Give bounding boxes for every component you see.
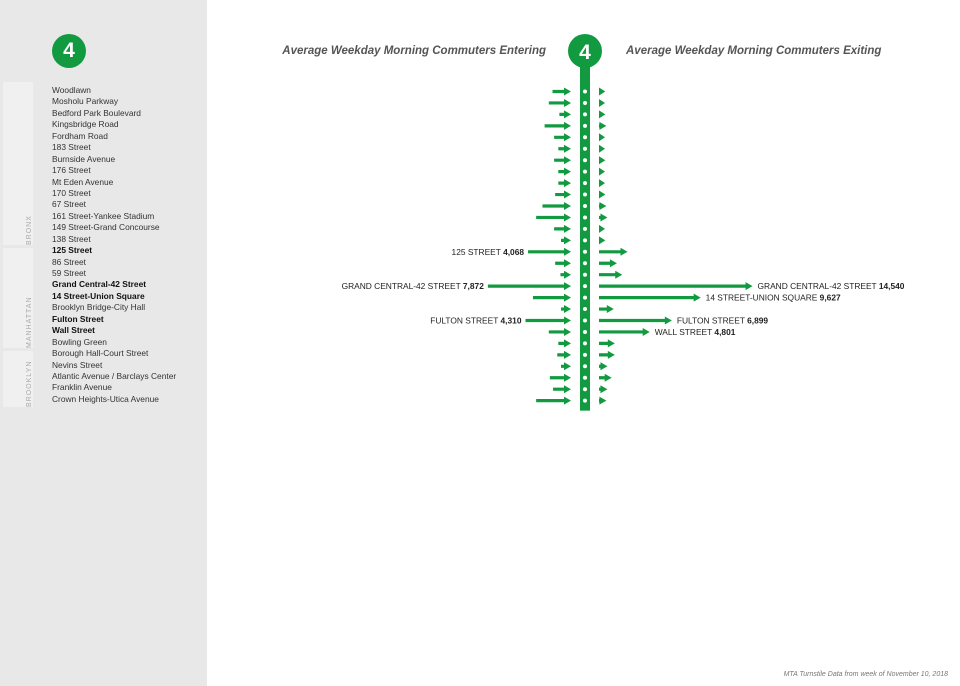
station-dot — [583, 364, 587, 368]
station-name: Fordham Road — [52, 130, 108, 141]
exiting-arrow — [599, 225, 605, 233]
entering-arrow — [558, 339, 571, 347]
exiting-arrow — [599, 339, 615, 347]
data-label: FULTON STREET 4,310 — [430, 315, 522, 326]
station-name: Mosholu Parkway — [52, 96, 119, 107]
station-name: 59 Street — [52, 268, 86, 278]
station-dot — [583, 399, 587, 403]
station-name: Wall Street — [52, 325, 95, 336]
station-dot — [583, 341, 587, 345]
station-name: 170 Street — [52, 187, 91, 198]
entering-arrow — [528, 248, 571, 256]
entering-arrow — [542, 202, 571, 210]
exiting-arrow — [599, 168, 605, 176]
station-name: Grand Central-42 Street — [52, 279, 147, 290]
exiting-arrow — [599, 271, 622, 279]
entering-arrow — [561, 305, 571, 313]
station-name: Kingsbridge Road — [52, 119, 119, 130]
entering-arrow — [559, 110, 571, 118]
entering-arrow — [549, 99, 571, 107]
exiting-arrow — [599, 248, 628, 256]
station-name: Bedford Park Boulevard — [52, 107, 141, 118]
exiting-arrow — [599, 351, 615, 359]
station-dot — [583, 215, 587, 219]
entering-arrow — [554, 133, 571, 141]
exiting-arrow — [599, 294, 701, 302]
line-4-top-badge-label: 4 — [579, 41, 591, 64]
exiting-arrow — [599, 374, 612, 382]
exiting-arrow — [599, 179, 605, 187]
station-name: Nevins Street — [52, 359, 103, 370]
exiting-arrow — [599, 282, 753, 290]
heading-entering: Average Weekday Morning Commuters Entering — [282, 45, 546, 57]
entering-arrow — [558, 179, 571, 187]
station-name: Borough Hall-Court Street — [52, 348, 149, 359]
entering-arrow — [533, 294, 571, 302]
entering-arrow — [557, 351, 571, 359]
station-dot — [583, 101, 587, 105]
station-dot — [583, 273, 587, 277]
exiting-arrow — [599, 133, 605, 141]
station-dot — [583, 296, 587, 300]
station-name: Brooklyn Bridge-City Hall — [52, 302, 146, 313]
station-dot — [583, 387, 587, 391]
station-name: Fulton Street — [52, 313, 104, 324]
exiting-arrow — [599, 317, 672, 325]
data-label: WALL STREET 4,801 — [654, 326, 736, 337]
exiting-arrow — [599, 328, 650, 336]
borough-label-manhattan: MANHATTAN — [26, 296, 33, 348]
station-name: Mt Eden Avenue — [52, 176, 114, 187]
station-dot — [583, 147, 587, 151]
entering-arrow — [536, 397, 571, 405]
station-name: Crown Heights-Utica Avenue — [52, 393, 159, 404]
station-name: Franklin Avenue — [52, 382, 112, 393]
exiting-arrow — [599, 99, 605, 107]
data-label: FULTON STREET 6,899 — [676, 315, 769, 326]
exiting-arrow — [599, 191, 605, 199]
station-dot — [583, 90, 587, 94]
exiting-arrow — [599, 259, 617, 267]
entering-arrow — [561, 362, 571, 370]
entering-arrow — [555, 191, 571, 199]
line-4-trunk — [580, 66, 590, 411]
station-dot — [583, 227, 587, 231]
entering-arrow — [545, 122, 571, 130]
data-label: GRAND CENTRAL-42 STREET 14,540 — [757, 281, 905, 292]
station-dot — [583, 319, 587, 323]
borough-label-bronx: BRONX — [26, 215, 33, 245]
exiting-arrow — [599, 397, 606, 405]
exiting-arrow — [599, 110, 605, 118]
data-label: 125 STREET 4,068 — [451, 246, 525, 257]
entering-arrow — [553, 385, 571, 393]
exiting-arrow — [599, 122, 606, 130]
entering-arrow — [488, 282, 571, 290]
station-dot — [583, 181, 587, 185]
station-dot — [583, 353, 587, 357]
entering-arrow — [525, 317, 571, 325]
entering-arrow — [550, 374, 571, 382]
entering-arrow — [558, 168, 571, 176]
exiting-arrow — [599, 88, 605, 96]
exiting-arrow — [599, 236, 605, 244]
line-4-badge: 4 — [52, 34, 86, 68]
station-dot — [583, 284, 587, 288]
station-name: 14 Street-Union Square — [52, 290, 145, 301]
entering-arrow — [549, 328, 571, 336]
station-dot — [583, 250, 587, 254]
exiting-arrow — [599, 202, 606, 210]
entering-arrow — [561, 236, 571, 244]
station-name: Atlantic Avenue / Barclays Center — [52, 370, 177, 381]
entering-arrow — [536, 213, 571, 221]
entering-arrow — [555, 259, 571, 267]
entering-arrow — [553, 88, 571, 96]
station-dot — [583, 124, 587, 128]
station-dot — [583, 261, 587, 265]
station-name: 161 Street-Yankee Stadium — [52, 210, 155, 221]
station-dot — [583, 307, 587, 311]
station-dot — [583, 170, 587, 174]
entering-arrow — [558, 145, 571, 153]
data-label: 14 STREET-UNION SQUARE 9,627 — [705, 292, 841, 303]
station-dot — [583, 376, 587, 380]
station-dot — [583, 330, 587, 334]
station-dot — [583, 112, 587, 116]
heading-exiting: Average Weekday Morning Commuters Exiting — [626, 45, 882, 57]
station-name: 86 Street — [52, 256, 86, 267]
exiting-arrow — [599, 385, 607, 393]
entering-arrow — [554, 225, 571, 233]
station-name: 67 Street — [52, 199, 86, 210]
station-dot — [583, 204, 587, 208]
station-name: 125 Street — [52, 245, 93, 256]
entering-arrow — [560, 271, 571, 279]
station-name: 149 Street-Grand Concourse — [52, 222, 160, 233]
station-name: Burnside Avenue — [52, 153, 116, 164]
exiting-arrow — [599, 305, 614, 313]
exiting-arrow — [599, 362, 607, 370]
station-name: 176 Street — [52, 165, 91, 176]
exiting-arrow — [599, 213, 607, 221]
station-dot — [583, 193, 587, 197]
station-dot — [583, 135, 587, 139]
entering-arrow — [554, 156, 571, 164]
station-name: Bowling Green — [52, 336, 107, 347]
station-dot — [583, 238, 587, 242]
borough-label-brooklyn: BROOKLYN — [26, 360, 33, 407]
station-name: 183 Street — [52, 142, 91, 153]
exiting-arrow — [599, 156, 605, 164]
data-label: GRAND CENTRAL-42 STREET 7,872 — [341, 281, 484, 292]
station-dot — [583, 158, 587, 162]
source-footnote: MTA Turnstile Data from week of November 10, 2018 — [783, 671, 948, 678]
station-name: Woodlawn — [52, 85, 91, 95]
exiting-arrow — [599, 145, 605, 153]
station-name: 138 Street — [52, 233, 91, 244]
